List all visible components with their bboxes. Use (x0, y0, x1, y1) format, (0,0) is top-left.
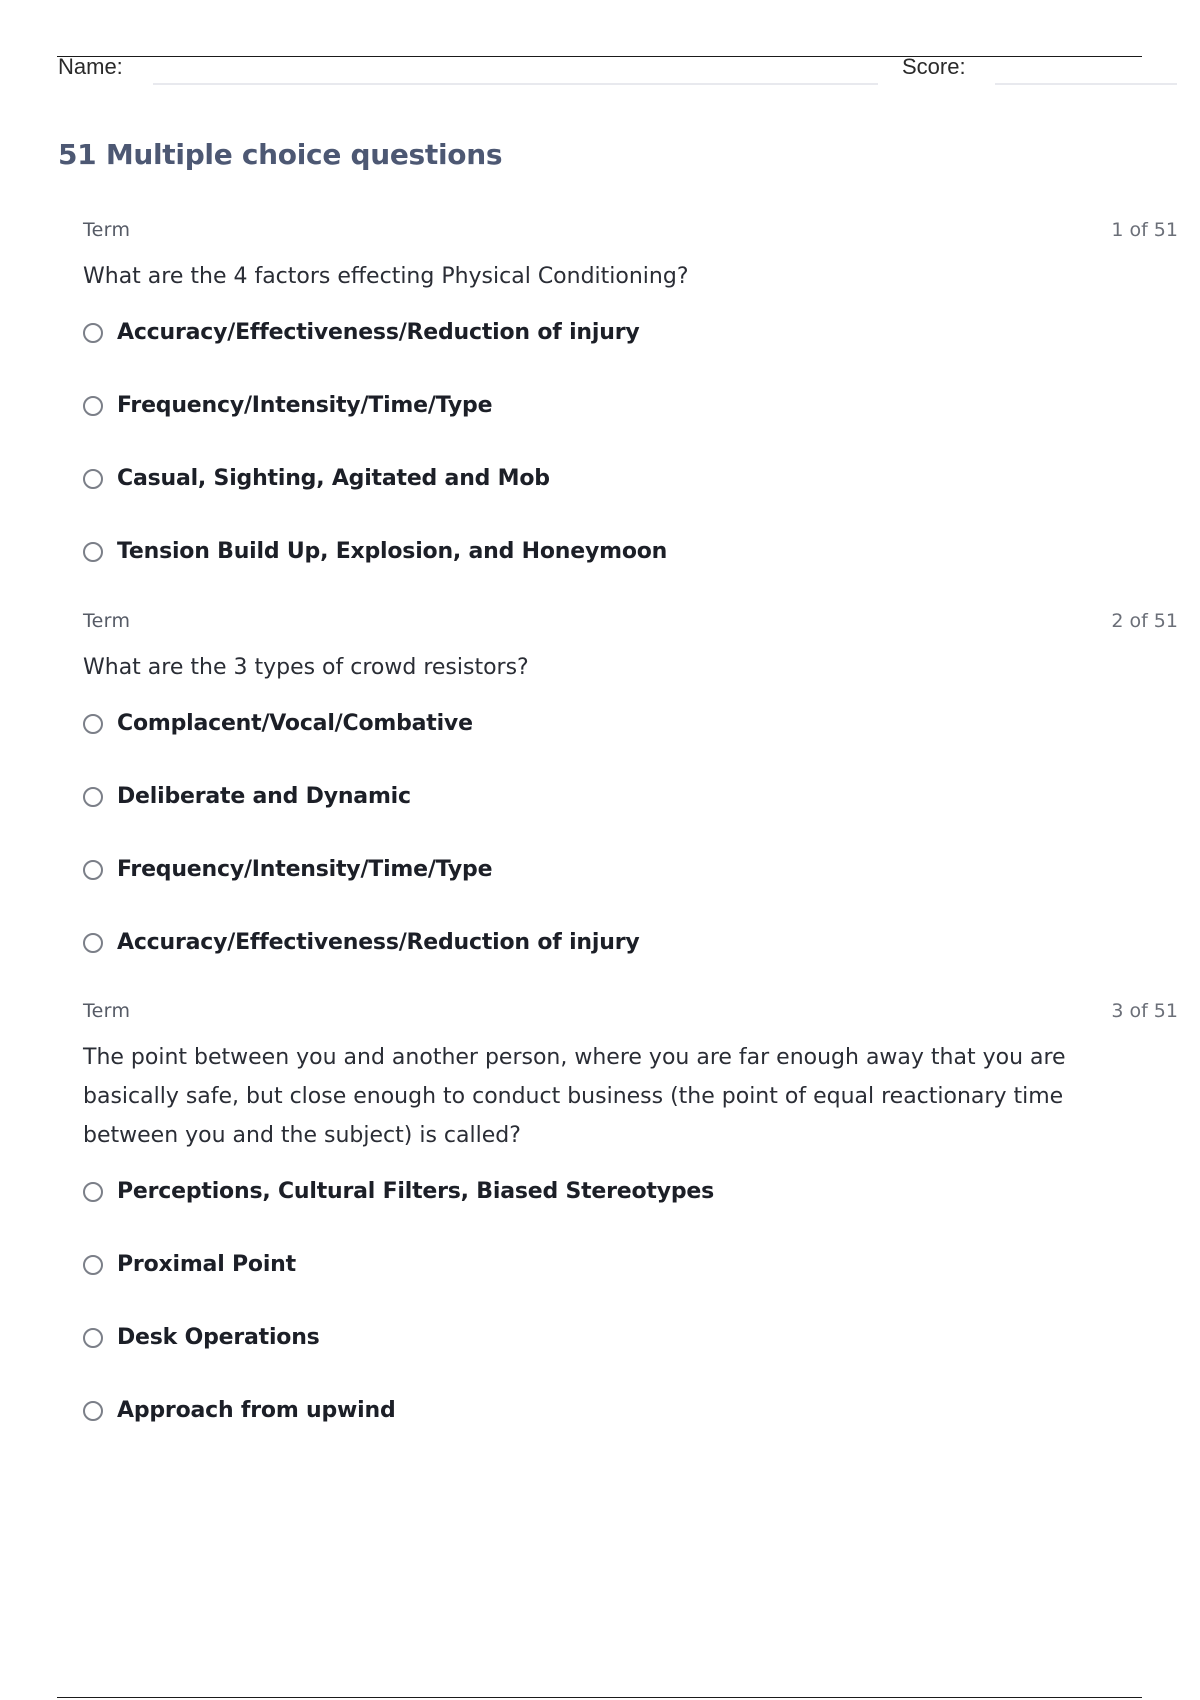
answer-option-label: Perceptions, Cultural Filters, Biased Stereotypes (117, 1179, 715, 1204)
answer-option-label: Accuracy/Effectiveness/Reduction of injury (117, 320, 640, 345)
question-counter: 3 of 51 (1111, 1000, 1178, 1022)
name-field[interactable] (153, 83, 878, 85)
answer-option-label: Proximal Point (117, 1252, 296, 1277)
answer-option-label: Casual, Sighting, Agitated and Mob (117, 466, 550, 491)
answer-option-label: Accuracy/Effectiveness/Reduction of injury (117, 930, 640, 955)
answer-option[interactable] (83, 538, 1178, 611)
question-meta (83, 610, 1178, 634)
answer-option[interactable] (83, 856, 1178, 929)
radio-button-icon[interactable] (83, 860, 103, 880)
radio-button-icon[interactable] (83, 469, 103, 489)
question-2 (83, 610, 1178, 1002)
answer-option[interactable] (83, 1324, 1178, 1397)
answer-options (83, 1178, 1178, 1470)
name-label: Name: (58, 54, 123, 79)
answer-option-label: Frequency/Intensity/Time/Type (117, 393, 493, 418)
answer-options (83, 319, 1178, 611)
question-text: The point between you and another person, where you are far enough away that you are basically safe, but close enough to conduct business (the point of equal reactionary time between you and the subject) is called? (83, 1045, 1066, 1148)
radio-button-icon[interactable] (83, 933, 103, 953)
term-label: Term (83, 1000, 131, 1022)
answer-option[interactable] (83, 1397, 1178, 1470)
radio-button-icon[interactable] (83, 1255, 103, 1275)
question-meta (83, 1000, 1178, 1024)
answer-option[interactable] (83, 392, 1178, 465)
score-field[interactable] (995, 83, 1177, 85)
answer-option[interactable] (83, 929, 1178, 1002)
answer-option[interactable] (83, 465, 1178, 538)
section-title: 51 Multiple choice questions (58, 138, 503, 171)
answer-option[interactable] (83, 710, 1178, 783)
question-3 (83, 1000, 1178, 1470)
answer-option[interactable] (83, 1178, 1178, 1251)
radio-button-icon[interactable] (83, 787, 103, 807)
answer-option-label: Deliberate and Dynamic (117, 784, 411, 809)
question-counter: 2 of 51 (1111, 610, 1178, 632)
radio-button-icon[interactable] (83, 323, 103, 343)
score-label: Score: (902, 54, 966, 79)
answer-options (83, 710, 1178, 1002)
question-counter: 1 of 51 (1111, 219, 1178, 241)
radio-button-icon[interactable] (83, 1182, 103, 1202)
answer-option[interactable] (83, 1251, 1178, 1324)
answer-option-label: Approach from upwind (117, 1398, 396, 1423)
answer-option-label: Frequency/Intensity/Time/Type (117, 857, 493, 882)
bottom-divider (57, 1697, 1142, 1698)
question-text: What are the 4 factors effecting Physical Conditioning? (83, 264, 689, 289)
answer-option[interactable] (83, 783, 1178, 856)
question-1 (83, 219, 1178, 611)
question-text: What are the 3 types of crowd resistors? (83, 655, 529, 680)
answer-option-label: Complacent/Vocal/Combative (117, 711, 473, 736)
question-meta (83, 219, 1178, 243)
radio-button-icon[interactable] (83, 542, 103, 562)
term-label: Term (83, 610, 131, 632)
answer-option-label: Tension Build Up, Explosion, and Honeymoon (117, 539, 668, 564)
radio-button-icon[interactable] (83, 396, 103, 416)
radio-button-icon[interactable] (83, 1401, 103, 1421)
radio-button-icon[interactable] (83, 714, 103, 734)
top-divider (57, 56, 1142, 57)
term-label: Term (83, 219, 131, 241)
radio-button-icon[interactable] (83, 1328, 103, 1348)
answer-option[interactable] (83, 319, 1178, 392)
answer-option-label: Desk Operations (117, 1325, 320, 1350)
